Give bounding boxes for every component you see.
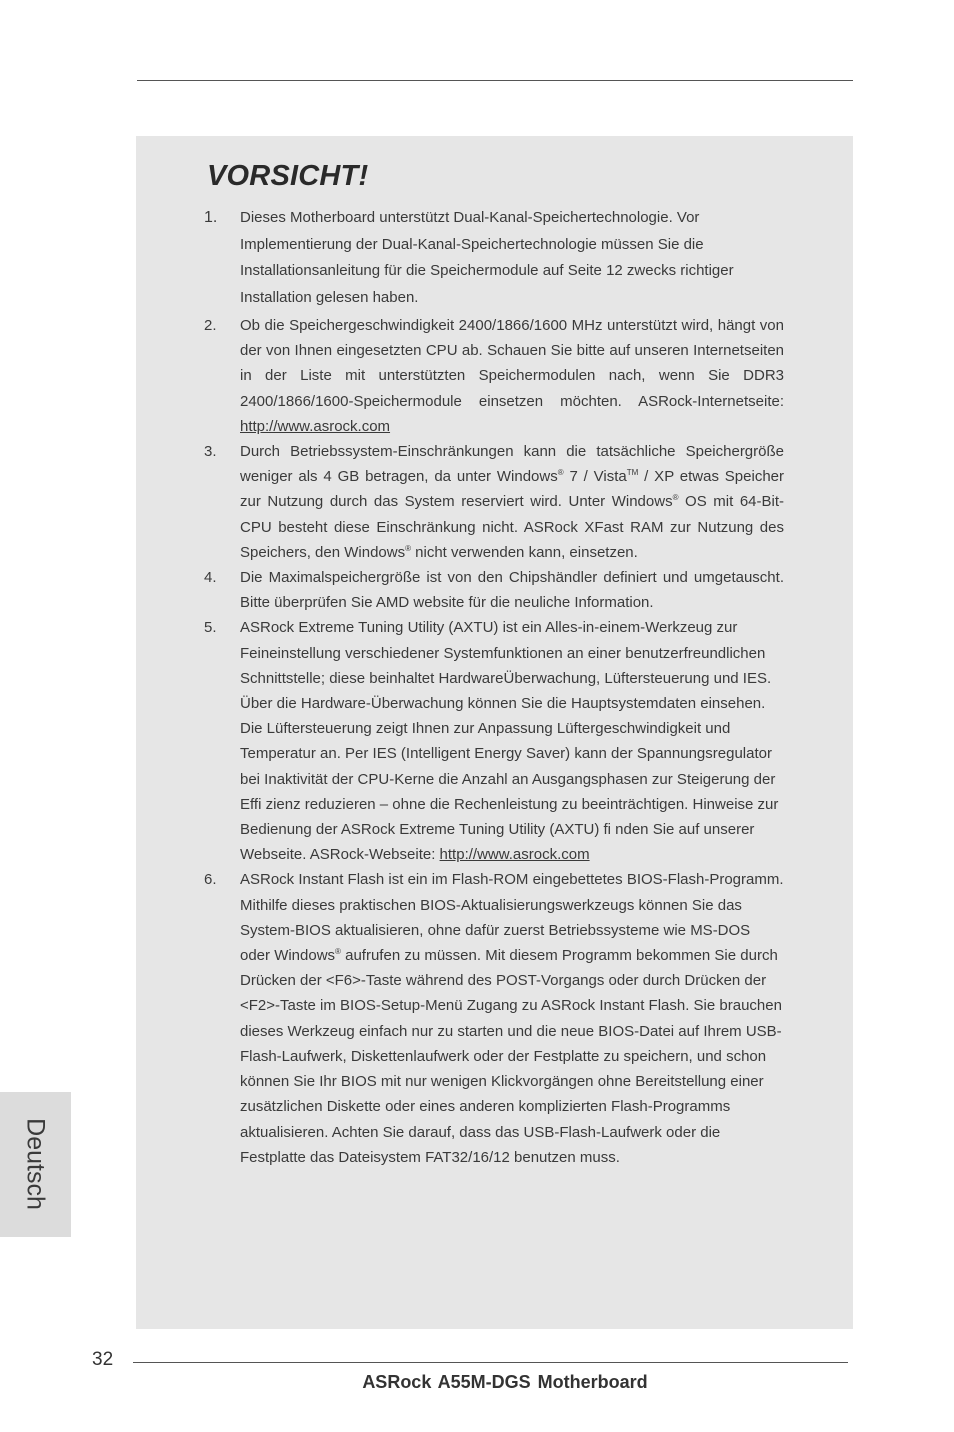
list-item-6: [204, 867, 784, 1169]
link-label: ASRock-Internetseite:: [638, 392, 784, 410]
list-item-3: [204, 439, 784, 565]
registered-mark: ®: [557, 468, 564, 478]
language-tab-label: Deutsch: [21, 1118, 50, 1210]
footer-model: ASRock A55M-DGS Motherboard: [362, 1372, 648, 1392]
list-item-5: [204, 615, 784, 867]
caution-title: VORSICHT!: [207, 160, 369, 192]
item-text: Dieses Motherboard unterstützt Dual-Kanal-Speichertechnologie. Vor Implementierung der Dual-Kanal-Speichertechnologie müssen Sie die Installationsanleitung für die Speichermodule auf Seite 12 zwecks richtiger Installation gelesen haben.: [240, 209, 734, 306]
item-number: 1.: [204, 209, 218, 226]
caution-list: [204, 205, 784, 1170]
item-text: Durch Betriebssystem-Einschränkungen kann die tatsächliche Speichergröße weniger als 4 GB betragen, da unter Windows® 7 / Vista™ / XP etwas Speicher zur Nutzung durch das System reserviert wird. Unter Windows® OS mit 64-Bit-CPU besteht diese Einschränkung nicht. ASRock XFast RAM zur Nutzung des Speichers, den Windows® nicht verwenden kann, einsetzen.: [240, 443, 784, 561]
item-number: 6.: [204, 871, 217, 889]
registered-mark: ®: [672, 493, 679, 503]
item-number: 3.: [204, 443, 217, 461]
item-number: 5.: [204, 619, 217, 637]
language-tab: [0, 1092, 71, 1237]
list-item-1: [204, 205, 784, 311]
item-number: 2.: [204, 317, 217, 334]
item-text-body: Ob die Speichergeschwindigkeit 2400/1866/1600 MHz unterstützt wird, hängt von der von Ihnen eingesetzten CPU ab. Schauen Sie bitte auf unseren Internetseiten in der Liste mit unterstützten Speichermodulen nach, wenn Sie DDR3 2400/1866/1600-Speichermodule einsetzen möchten.: [240, 317, 784, 410]
list-item-2: [204, 313, 784, 439]
list-item-4: [204, 565, 784, 615]
registered-mark: ®: [405, 543, 411, 553]
asrock-link[interactable]: http://www.asrock.com: [240, 417, 391, 435]
item-text: [240, 313, 784, 439]
item-text: ASRock Extreme Tuning Utility (AXTU) ist ein Alles-in-einem-Werkzeug zur Feineinstellung verschiedener Systemfunktionen an einer benutzerfreundlichen Schnittstelle; diese beinhaltet HardwareÜberwachung, Lüftersteuerung und IES. Über die Hardware-Überwachung können Sie die Hauptsystemdaten einsehen. Die Lüftersteuerung zeigt Ihnen zur Anpassung Lüftergeschwindigkeit und Temperatur an. Per IES (Intelligent Energy Saver) kann der Spannungsregulator bei Inaktivität der CPU-Kerne die Anzahl an Ausgangsphasen zur Steigerung der Effi zienz reduzieren – ohne die Rechenleistung zu beeinträchtigen. Hinweise zur Bedienung der ASRock Extreme Tuning Utility (AXTU) fi nden Sie auf unserer Webseite. ASRock-Webseite: http://www.asrock.com: [240, 619, 779, 864]
bottom-rule: [133, 1362, 848, 1363]
registered-mark: ®: [335, 947, 341, 957]
item-number: 4.: [204, 569, 217, 587]
trademark-mark: TM: [626, 468, 639, 478]
page-number: 32: [92, 1349, 114, 1370]
item-text: ASRock Instant Flash ist ein im Flash-ROM eingebettetes BIOS-Flash-Programm. Mithilfe dieses praktischen BIOS-Aktualisierungswerkzeugs können Sie das System-BIOS aktualisieren, ohne dafür zuerst Betriebssysteme wie MS-DOS oder Windows® aufrufen zu müssen. Mit diesem Programm bekommen Sie durch Drücken der <F6>-Taste während des POST-Vorgangs oder durch Drücken der <F2>-Taste im BIOS-Setup-Menü Zugang zu ASRock Instant Flash. Sie brauchen dieses Werkzeug einfach nur zu starten und die neue BIOS-Datei auf Ihrem USB-Flash-Laufwerk, Diskettenlaufwerk oder der Festplatte zu speichern, und schon können Sie Ihr BIOS mit nur wenigen Klickvorgängen ohne Bereitstellung einer zusätzlichen Diskette oder eines anderen komplizierten Flash-Programms aktualisieren. Achten Sie darauf, dass das USB-Flash-Laufwerk oder die Festplatte das Dateisystem FAT32/16/12 benutzen muss.: [240, 871, 784, 1166]
item-text: Die Maximalspeichergröße ist von den Chipshändler definiert und umgetauscht. Bitte überprüfen Sie AMD website für die neuliche Information.: [240, 569, 784, 612]
top-rule: [137, 80, 853, 81]
asrock-link[interactable]: http://www.asrock.com: [439, 846, 590, 864]
